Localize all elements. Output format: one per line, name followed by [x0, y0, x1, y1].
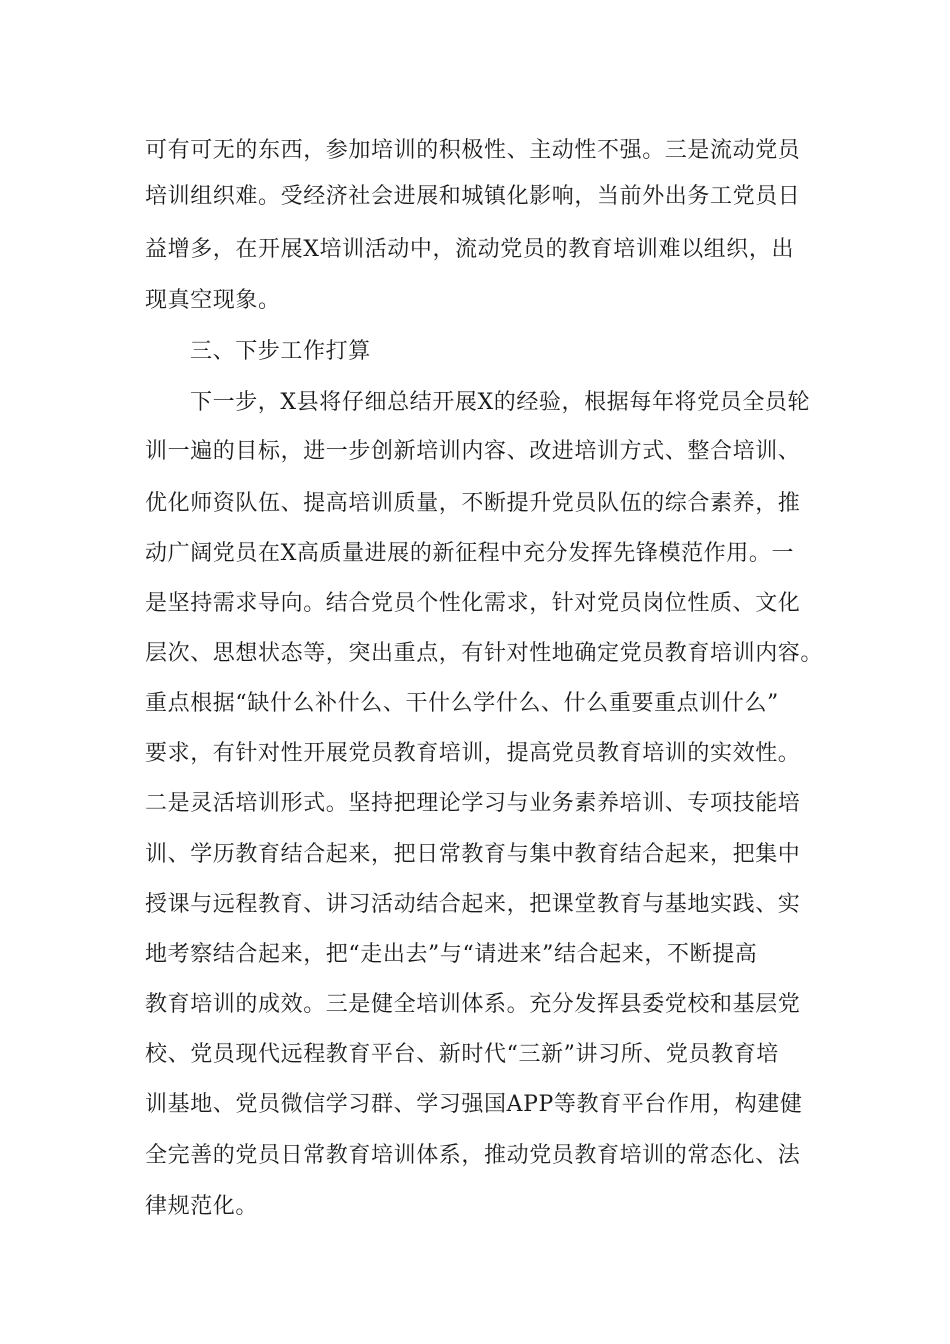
text-line-17: 地考察结合起来，把“走出去”与“请进来”结合起来，不断提高 [145, 942, 758, 967]
text-line-18: 教育培训的成效。三是健全培训体系。充分发挥县委党校和基层党 [145, 992, 801, 1017]
text-line-11: 层次、思想状态等，突出重点，有针对性地确定党员教育培训内容。 [145, 641, 824, 666]
text-line-22: 律规范化。 [145, 1194, 259, 1219]
text-line-16: 授课与远程教育、讲习活动结合起来，把课堂教育与基地实践、实 [145, 892, 801, 917]
text-line-14: 二是灵活培训形式。坚持把理论学习与业务素养培训、专项技能培 [145, 791, 801, 816]
text-line-7: 训一遍的目标，进一步创新培训内容、改进培训方式、整合培训、 [145, 439, 801, 464]
text-line-20: 训基地、党员微信学习群、学习强国APP等教育平台作用，构建健 [145, 1092, 803, 1117]
text-line-9: 动广阔党员在X高质量进展的新征程中充分发挥先锋模范作用。一 [145, 541, 795, 566]
text-line-10: 是坚持需求导向。结合党员个性化需求，针对党员岗位性质、文化 [145, 591, 801, 616]
text-line-12: 重点根据“缺什么补什么、干什么学什么、什么重要重点训什么” [145, 691, 779, 716]
text-line-4: 现真空现象。 [145, 288, 281, 313]
section-heading: 三、下步工作打算 [190, 339, 371, 364]
text-line-6: 下一步，X县将仔细总结开展X的经验，根据每年将党员全员轮 [190, 390, 811, 415]
text-line-15: 训、学历教育结合起来，把日常教育与集中教育结合起来，把集中 [145, 842, 801, 867]
text-line-3: 益增多，在开展X培训活动中，流动党员的教育培训难以组织，出 [145, 237, 795, 262]
text-line-19: 校、党员现代远程教育平台、新时代“三新”讲习所、党员教育培 [145, 1042, 779, 1067]
text-line-8: 优化师资队伍、提高培训质量，不断提升党员队伍的综合素养，推 [145, 491, 801, 516]
text-line-2: 培训组织难。受经济社会进展和城镇化影响，当前外出务工党员日 [145, 184, 801, 209]
text-line-1: 可有可无的东西，参加培训的积极性、主动性不强。三是流动党员 [145, 138, 801, 163]
text-line-21: 全完善的党员日常教育培训体系，推动党员教育培训的常态化、法 [145, 1143, 801, 1168]
text-line-13: 要求，有针对性开展党员教育培训，提高党员教育培训的实效性。 [145, 741, 801, 766]
